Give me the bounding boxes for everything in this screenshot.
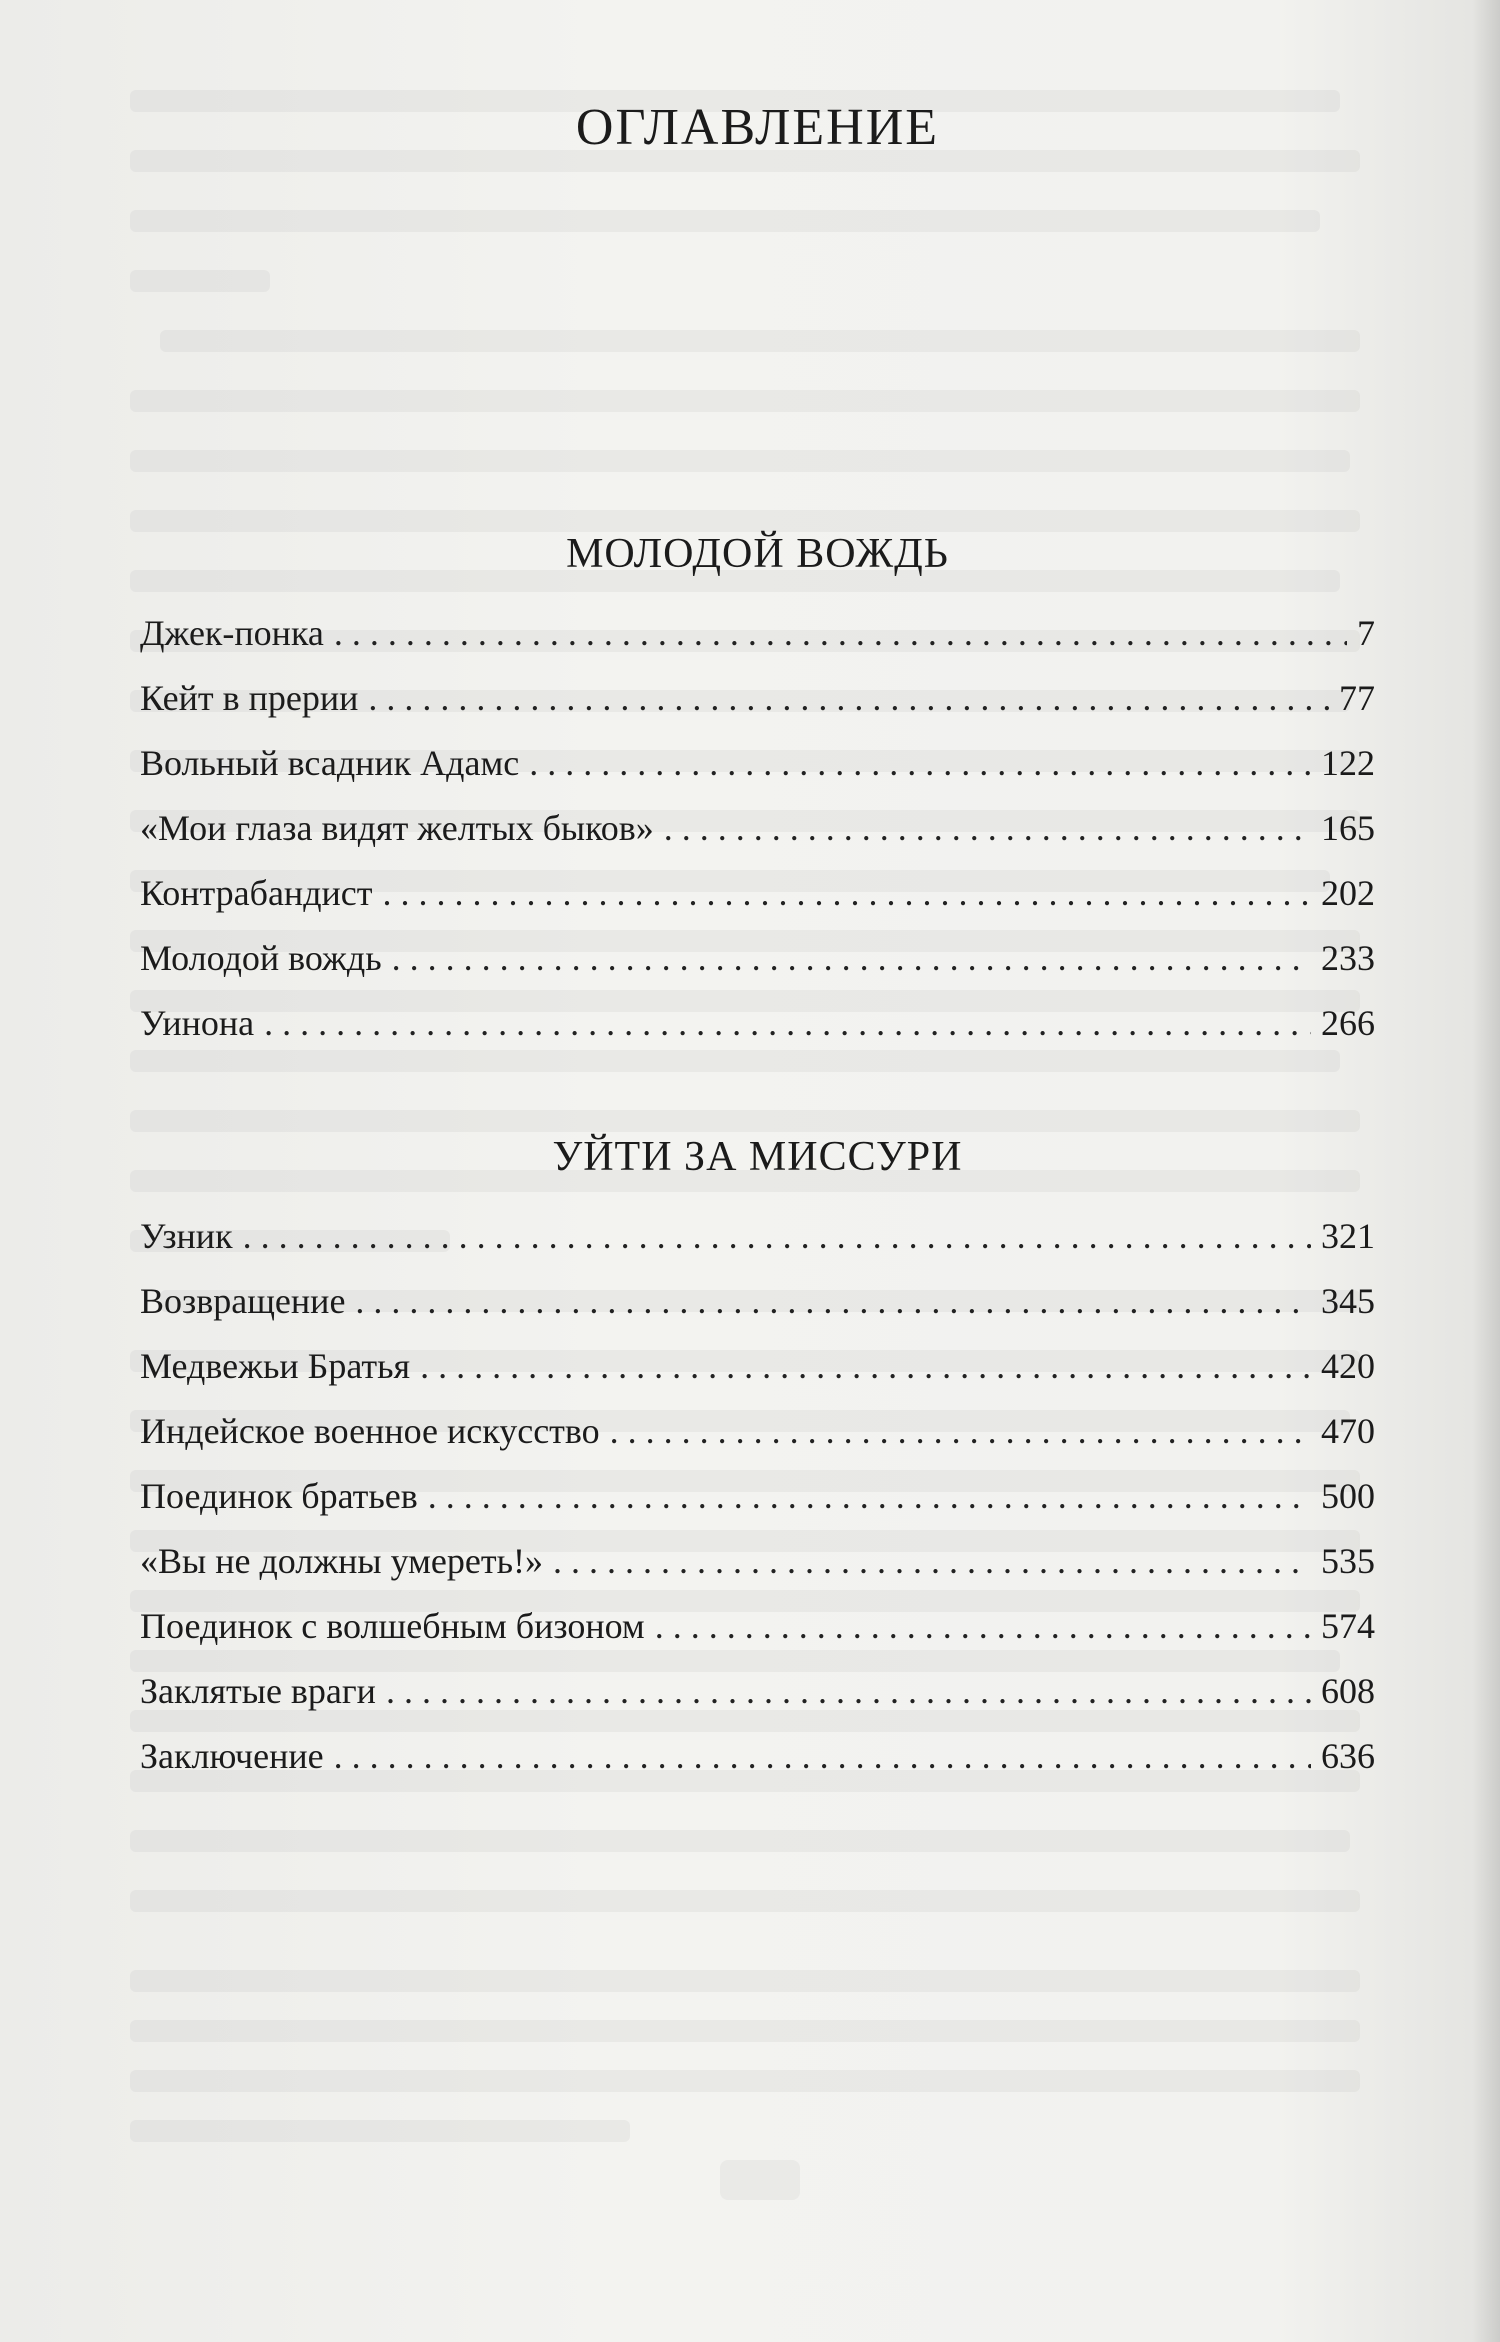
entry-title: Поединок братьев <box>140 1476 418 1516</box>
entry-page: 77 <box>1339 678 1375 718</box>
entry-page: 165 <box>1321 808 1375 848</box>
leader-dots <box>264 1002 1311 1044</box>
entry-title: Молодой вождь <box>140 938 382 978</box>
toc-entry[interactable] <box>140 937 1375 987</box>
entry-title: Медвежьи Братья <box>140 1346 411 1386</box>
leader-dots <box>529 742 1311 784</box>
entry-page: 470 <box>1321 1411 1375 1451</box>
leader-dots <box>368 677 1329 719</box>
toc-entry[interactable] <box>140 1345 1375 1395</box>
entry-title: Контрабандист <box>140 873 373 913</box>
entry-title: Заклятые враги <box>140 1671 376 1711</box>
entry-page: 574 <box>1321 1606 1375 1646</box>
leader-dots <box>553 1540 1311 1582</box>
leader-dots <box>392 937 1311 979</box>
leader-dots <box>355 1280 1311 1322</box>
toc-entry[interactable] <box>140 1410 1375 1460</box>
entry-title: Индейское военное искусство <box>140 1411 600 1451</box>
leader-dots <box>334 1735 1311 1777</box>
entry-page: 345 <box>1321 1281 1375 1321</box>
toc-entry[interactable] <box>140 1215 1375 1265</box>
toc-entry[interactable] <box>140 677 1375 727</box>
entry-title: Возвращение <box>140 1281 346 1321</box>
toc-entry[interactable] <box>140 1540 1375 1590</box>
entry-title: Заключение <box>140 1736 324 1776</box>
leader-dots <box>664 807 1311 849</box>
table-of-contents <box>140 0 1375 2342</box>
entry-page: 535 <box>1321 1541 1375 1581</box>
toc-entry[interactable] <box>140 807 1375 857</box>
entry-page: 636 <box>1321 1736 1375 1776</box>
entry-page: 266 <box>1321 1003 1375 1043</box>
entry-page: 7 <box>1357 613 1375 653</box>
entry-page: 321 <box>1321 1216 1375 1256</box>
leader-dots <box>334 612 1347 654</box>
toc-entry[interactable] <box>140 742 1375 792</box>
leader-dots <box>428 1475 1311 1517</box>
entry-page: 233 <box>1321 938 1375 978</box>
entry-title: Уинона <box>140 1003 255 1043</box>
leader-dots <box>386 1670 1311 1712</box>
toc-entry[interactable] <box>140 1280 1375 1330</box>
leader-dots <box>383 872 1312 914</box>
entry-title: Узник <box>140 1216 233 1256</box>
entry-title: Джек-понка <box>140 613 324 653</box>
toc-entry[interactable] <box>140 1605 1375 1655</box>
toc-entry[interactable] <box>140 872 1375 922</box>
leader-dots <box>655 1605 1311 1647</box>
toc-entry[interactable] <box>140 1475 1375 1525</box>
entry-page: 202 <box>1321 873 1375 913</box>
entry-title: Поединок с волшебным бизоном <box>140 1606 645 1646</box>
leader-dots <box>610 1410 1311 1452</box>
section-heading: МОЛОДОЙ ВОЖДЬ <box>566 531 949 577</box>
entry-page: 500 <box>1321 1476 1375 1516</box>
section-heading: УЙТИ ЗА МИССУРИ <box>552 1134 963 1180</box>
entry-page: 122 <box>1321 743 1375 783</box>
entry-page: 608 <box>1321 1671 1375 1711</box>
toc-entry[interactable] <box>140 1670 1375 1720</box>
toc-entry[interactable] <box>140 1002 1375 1052</box>
toc-entry[interactable] <box>140 612 1375 662</box>
leader-dots <box>243 1215 1311 1257</box>
toc-entry[interactable] <box>140 1735 1375 1785</box>
entry-title: Кейт в прерии <box>140 678 359 718</box>
entry-page: 420 <box>1321 1346 1375 1386</box>
entry-title: «Мои глаза видят желтых быков» <box>140 808 654 848</box>
entry-title: Вольный всадник Адамс <box>140 743 520 783</box>
page-gutter-shadow <box>1472 0 1500 2342</box>
entry-title: «Вы не должны умереть!» <box>140 1541 543 1581</box>
leader-dots <box>420 1345 1311 1387</box>
toc-title: ОГЛАВЛЕНИЕ <box>575 99 940 156</box>
